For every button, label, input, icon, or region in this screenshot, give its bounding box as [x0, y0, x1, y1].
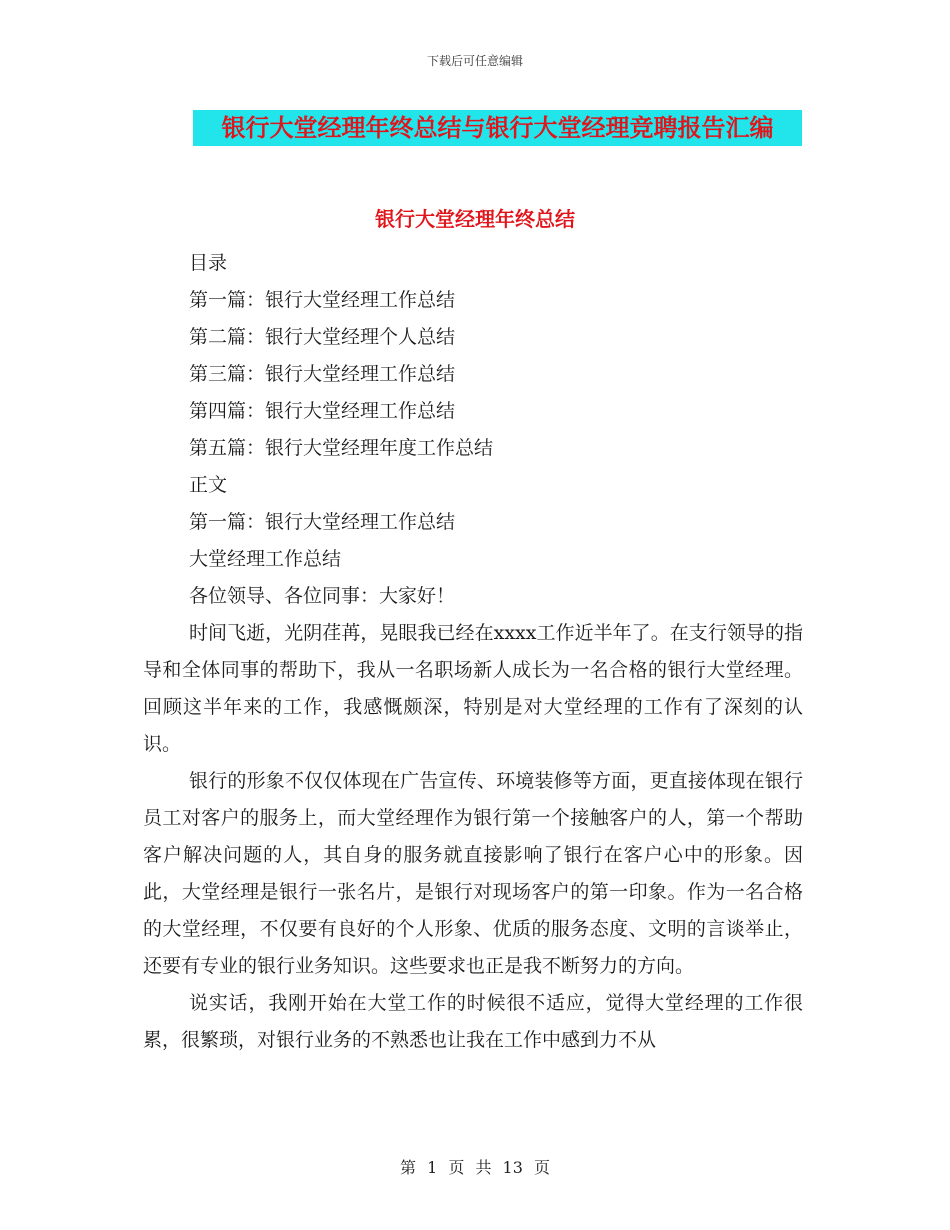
body-heading: 正文	[189, 474, 228, 496]
toc-heading: 目录	[189, 252, 228, 274]
chapter-title: 第一篇：银行大堂经理工作总结	[189, 511, 456, 533]
greeting: 各位领导、各位同事：大家好！	[189, 585, 456, 607]
main-title-highlight	[193, 110, 802, 146]
toc-item: 第四篇：银行大堂经理工作总结	[189, 400, 456, 422]
body-paragraph: 时间飞逝，光阴荏苒，晃眼我已经在xxxx工作近半年了。在支行领导的指导和全体同事的帮助下，我从一名职场新人成长为一名合格的银行大堂经理。回顾这半年来的工作，我感慨颇深，特别是对大堂经理的工作有了深刻的认识。	[143, 622, 803, 755]
section-title: 大堂经理工作总结	[189, 548, 342, 570]
toc-item: 第一篇：银行大堂经理工作总结	[189, 289, 456, 311]
body-paragraph: 银行的形象不仅仅体现在广告宣传、环境装修等方面，更直接体现在银行员工对客户的服务上，而大堂经理作为银行第一个接触客户的人，第一个帮助客户解决问题的人，其自身的服务就直接影响了银行在客户心中的形象。因此，大堂经理是银行一张名片，是银行对现场客户的第一印象。作为一名合格的大堂经理，不仅要有良好的个人形象、优质的服务态度、文明的言谈举止，还要有专业的银行业务知识。这些要求也正是我不断努力的方向。	[143, 770, 803, 977]
toc-item: 第五篇：银行大堂经理年度工作总结	[189, 437, 494, 459]
document-body	[143, 245, 803, 1059]
page-number-footer: 第 1 页 共 13 页	[400, 1158, 550, 1177]
header-note: 下载后可任意编辑	[426, 54, 523, 68]
body-paragraph: 说实话，我刚开始在大堂工作的时候很不适应，觉得大堂经理的工作很累，很繁琐，对银行业务的不熟悉也让我在工作中感到力不从	[143, 992, 803, 1051]
toc-item: 第三篇：银行大堂经理工作总结	[189, 363, 456, 385]
subtitle: 银行大堂经理年终总结	[375, 207, 575, 231]
main-title: 银行大堂经理年终总结与银行大堂经理竞聘报告汇编	[221, 114, 774, 142]
toc-item: 第二篇：银行大堂经理个人总结	[189, 326, 456, 348]
